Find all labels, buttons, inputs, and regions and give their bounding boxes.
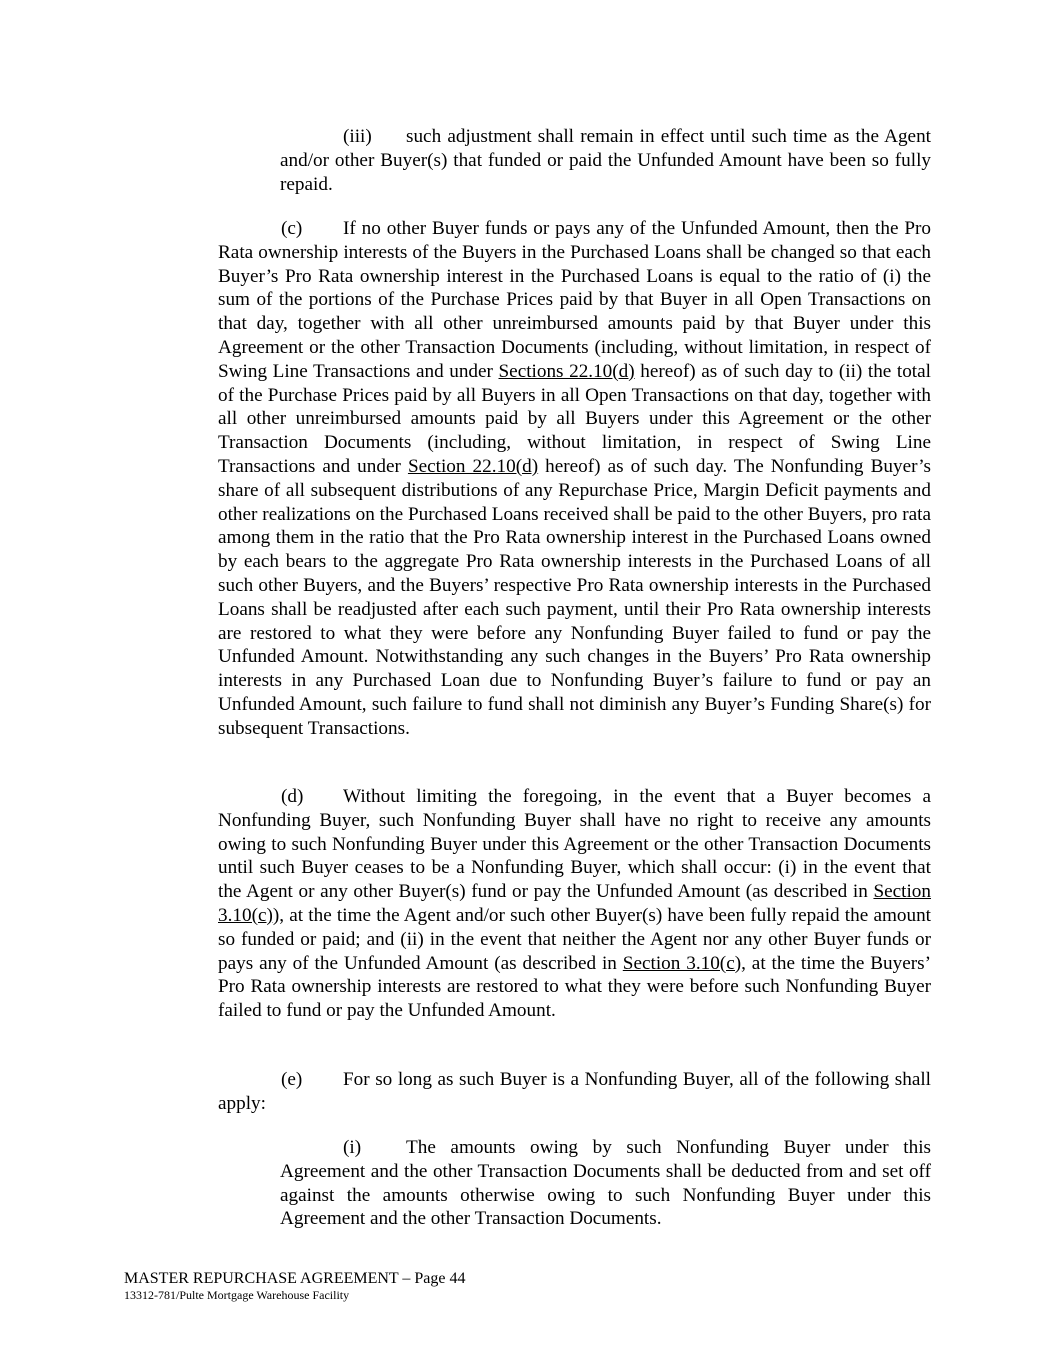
paragraph-number: (e) xyxy=(281,1069,303,1090)
paragraph-text: The amounts owing by such Nonfunding Buyer under this Agreement and the other Transaction Documents shall be deducted from and set off against the amounts otherwise owing to such Nonfunding Buyer under this Agreement and the other Transaction Documents. xyxy=(280,1137,931,1230)
paragraph-text: If no other Buyer funds or pays any of the Unfunded Amount, then the Pro Rata ownership interests of the Buyers in the Purchased Loans shall be changed so that each Buyer’s Pro Rata ownership interest in the Purchased Loans is equal to the ratio of (i) the sum of the portions of the Purchase Prices paid by that Buyer in all Open Transactions on that day, together with all other unreimbursed amounts paid by that Buyer under this Agreement or the other Transaction Documents (including, without limitation, in respect of Swing Line Transactions and under xyxy=(218,218,931,382)
paragraph-e xyxy=(218,1068,931,1116)
paragraph-number: (i) xyxy=(343,1137,362,1158)
section-reference: Section 3.10(c) xyxy=(622,952,742,974)
paragraph-text: ), at the time the Agent and/or such other Buyer(s) have been fully repaid the amount so funded or paid; and (ii) in the event that neither the Agent nor any other Buyer funds or pays any of the Unfunded Amount (as described in xyxy=(218,904,931,974)
section-reference: Sections 22.10(d) xyxy=(498,360,635,382)
paragraph-d xyxy=(218,785,931,1023)
paragraph-number: (iii) xyxy=(343,126,372,147)
paragraph-text: , at the time the Buyers’ Pro Rata ownership interests are restored to what they were before such Nonfunding Buyer failed to fund or pay the Unfunded Amount. xyxy=(218,952,931,1022)
paragraph-text: hereof) as of such day to (ii) the total of the Purchase Prices paid by all Buyers in all Open Transactions on that day, together with all other unreimbursed amounts paid by all Buyers under this Agreement or the other Transaction Documents (including, without limitation, in respect of Swing Line Transactions and under xyxy=(218,360,931,477)
paragraph-text: Without limiting the foregoing, in the event that a Buyer becomes a Nonfunding Buyer, such Nonfunding Buyer shall have no right to receive any amounts owing to such Nonfunding Buyer under this Agreement or the other Transaction Documents until such Buyer ceases to be a Nonfunding Buyer, which shall occur: (i) in the event that the Agent or any other Buyer(s) fund or pay the Unfunded Amount (as described in xyxy=(218,786,931,903)
paragraph-number: (c) xyxy=(281,218,303,239)
paragraph-text: For so long as such Buyer is a Nonfunding Buyer, all of the following shall apply: xyxy=(218,1069,931,1114)
paragraph-text: hereof) as of such day. The Nonfunding Buyer’s share of all subsequent distributions of any Repurchase Price, Margin Deficit payments and other realizations on the Purchased Loans received shall be paid to the other Buyers, pro rata among them in the ratio that the Pro Rata ownership interest in the Purchased Loans owned by each bears to the aggregate Pro Rata ownership interests in the Purchased Loans of all such other Buyers, and the Buyers’ respective Pro Rata ownership interests in the Purchased Loans shall be readjusted after each such payment, until their Pro Rata ownership interests are restored to what they were before any Nonfunding Buyer failed to fund or pay the Unfunded Amount. Notwithstanding any such changes in the Buyers’ Pro Rata ownership interests in any Purchased Loan due to Nonfunding Buyer’s failure to fund or pay an Unfunded Amount, such failure to fund shall not diminish any Buyer’s Funding Share(s) for subsequent Transactions. xyxy=(218,455,931,739)
paragraph-iii xyxy=(280,125,931,196)
footer-reference: 13312-781/Pulte Mortgage Warehouse Facility xyxy=(124,1288,350,1302)
paragraph-text: such adjustment shall remain in effect until such time as the Agent and/or other Buyer(s) that funded or paid the Unfunded Amount have been so fully repaid. xyxy=(280,126,931,195)
section-reference: Section 22.10(d) xyxy=(407,455,539,477)
footer-title: MASTER REPURCHASE AGREEMENT – Page 44 xyxy=(124,1270,466,1287)
paragraph-number: (d) xyxy=(281,786,304,807)
paragraph-c xyxy=(218,217,931,741)
paragraph-i xyxy=(280,1136,931,1231)
section-reference: Section 3.10(c) xyxy=(218,881,931,926)
